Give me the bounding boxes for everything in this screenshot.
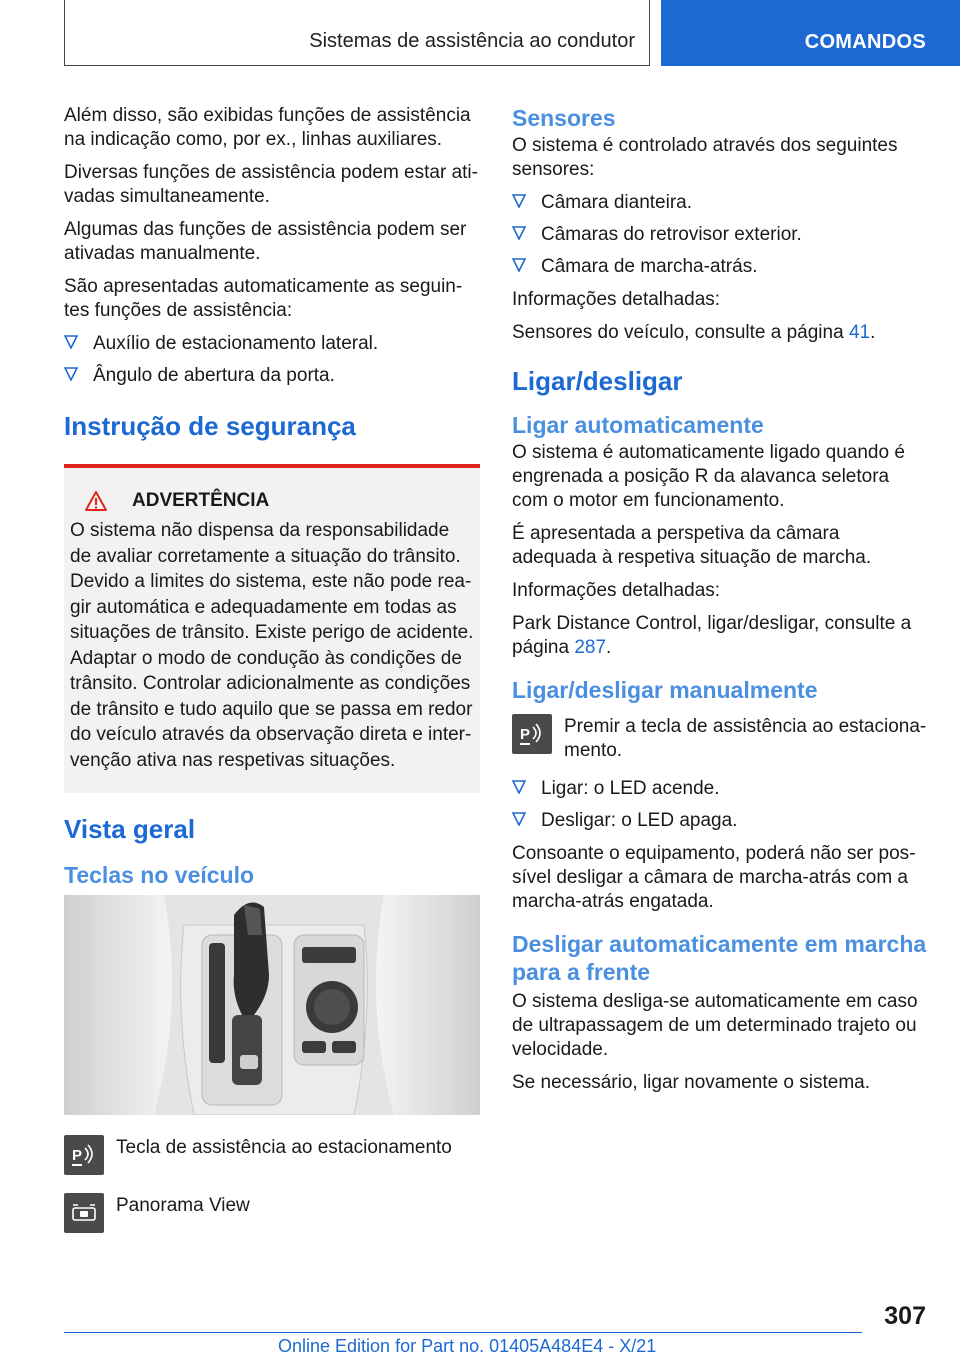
intro-paragraph-2: Diversas funções de assistência podem estar ativadas simultaneamente. bbox=[64, 162, 478, 207]
header-chapter-label: COMANDOS bbox=[804, 31, 926, 53]
triangle-bullet-icon bbox=[64, 367, 78, 381]
footer-edition-text: Online Edition for Part no. 01405A484E4 - X/21 bbox=[278, 1336, 657, 1356]
manual-instruction bbox=[512, 714, 927, 763]
sensors-intro: O sistema é controlado através dos seguintes sensores: bbox=[512, 135, 898, 180]
manual-heading: Ligar/desligar manualmente bbox=[512, 677, 818, 703]
intro-paragraph-4: São apresentadas automaticamente as seguintes funções de assistência: bbox=[64, 276, 463, 321]
safety-heading: Instrução de segurança bbox=[64, 411, 356, 441]
parking-assist-key-label: Tecla de assistência ao estacionamento bbox=[116, 1137, 452, 1158]
overview-heading: Vista geral bbox=[64, 814, 196, 844]
warning-text: O sistema não dispensa da responsabilidade de avaliar corretamente a situação do trânsito. Devido a limites do sistema, este não pode reagir automática e adequadamente em todas as situações de trânsito. Existe perigo de acidente. Adaptar o modo de condução às condições de trânsito. Controlar adicionalmente as condições de trânsito e tudo aquilo que se passa em redor do veículo através da observação direta e intervenção ativa nas respetivas situações. bbox=[70, 520, 474, 771]
panorama-view-key-label: Panorama View bbox=[116, 1195, 250, 1216]
list-item: Ligar: o LED acende. bbox=[512, 777, 927, 801]
sensors-list bbox=[512, 191, 927, 279]
header-chapter-tab[interactable] bbox=[661, 0, 960, 66]
auto-on-paragraph-1: O sistema é automaticamente ligado quando é engrenada a posição R da alavanca seletora com o motor em funcionamento. bbox=[512, 442, 905, 511]
warning-title: ADVERTÊNCIA bbox=[132, 490, 270, 511]
triangle-bullet-icon bbox=[64, 335, 78, 349]
auto-on-paragraph-2: É apresentada a perspetiva da câmara adequada à respetiva situação de marcha. bbox=[512, 523, 872, 568]
intro-paragraph-3: Algumas das funções de assistência podem ser ativadas manualmente. bbox=[64, 219, 467, 264]
details-label-2: Informações detalhadas: bbox=[512, 580, 721, 601]
details-label-1: Informações detalhadas: bbox=[512, 289, 721, 310]
header-section-title: Sistemas de assistência ao condutor bbox=[309, 30, 635, 52]
intro-paragraph-1: Além disso, são exibidas funções de assistência na indicação como, por ex., linhas auxiliares. bbox=[64, 105, 471, 150]
triangle-bullet-icon bbox=[512, 226, 526, 240]
header-section-box bbox=[64, 0, 650, 66]
manual-instruction-text: Premir a tecla de assistência ao estacionamento. bbox=[564, 716, 927, 761]
key-parking-assist bbox=[64, 1135, 480, 1175]
warning-triangle-icon bbox=[84, 490, 108, 512]
list-item: Desligar: o LED apaga. bbox=[512, 809, 927, 833]
auto-off-heading: Desligar automaticamente em marcha para a frente bbox=[512, 931, 927, 985]
key-panorama-view bbox=[64, 1193, 480, 1233]
sensors-heading: Sensores bbox=[512, 105, 616, 131]
triangle-bullet-icon bbox=[512, 780, 526, 794]
manual-paragraph: Consoante o equipamento, poderá não ser possível desligar a câmara de marcha-atrás com a marcha-atrás engatada. bbox=[512, 843, 916, 912]
sensors-reference: Sensores do veículo, consulte a página 41. bbox=[512, 322, 876, 343]
center-console-photo bbox=[64, 895, 480, 1115]
onoff-heading: Ligar/desligar bbox=[512, 366, 683, 396]
list-item: Câmaras do retrovisor exterior. bbox=[512, 223, 927, 247]
triangle-bullet-icon bbox=[512, 258, 526, 272]
warning-box bbox=[64, 464, 480, 793]
page-number: 307 bbox=[884, 1302, 926, 1330]
parking-assist-key-icon bbox=[64, 1135, 104, 1175]
manual-list bbox=[512, 777, 927, 833]
footer-divider bbox=[64, 1332, 862, 1333]
warning-header bbox=[84, 490, 474, 512]
list-item: Câmara dianteira. bbox=[512, 191, 927, 215]
svg-text:P: P bbox=[520, 726, 531, 743]
list-item: Ângulo de abertura da porta. bbox=[64, 364, 480, 388]
left-column bbox=[64, 104, 480, 1251]
list-item: Auxílio de estacionamento lateral. bbox=[64, 332, 480, 356]
center-console-illustration bbox=[64, 895, 480, 1115]
triangle-bullet-icon bbox=[512, 812, 526, 826]
page-link-41[interactable]: 41 bbox=[848, 322, 871, 343]
pdc-reference: Park Distance Control, ligar/desligar, consulte a página 287. bbox=[512, 613, 912, 658]
keys-heading: Teclas no veículo bbox=[64, 862, 255, 888]
list-item: Câmara de marcha-atrás. bbox=[512, 255, 927, 279]
page-link-287[interactable]: 287 bbox=[574, 637, 607, 658]
panorama-view-key-icon bbox=[64, 1193, 104, 1233]
triangle-bullet-icon bbox=[512, 194, 526, 208]
auto-on-heading: Ligar automaticamente bbox=[512, 412, 764, 438]
parking-assist-key-icon bbox=[512, 714, 552, 754]
right-column bbox=[512, 104, 927, 1104]
auto-off-paragraph-2: Se necessário, ligar novamente o sistema. bbox=[512, 1072, 871, 1093]
svg-text:P: P bbox=[72, 1147, 83, 1164]
auto-functions-list bbox=[64, 332, 480, 388]
auto-off-paragraph-1: O sistema desliga-se automaticamente em caso de ultrapassagem de um determinado trajeto ou velocidade. bbox=[512, 991, 918, 1060]
page-header bbox=[0, 0, 960, 66]
